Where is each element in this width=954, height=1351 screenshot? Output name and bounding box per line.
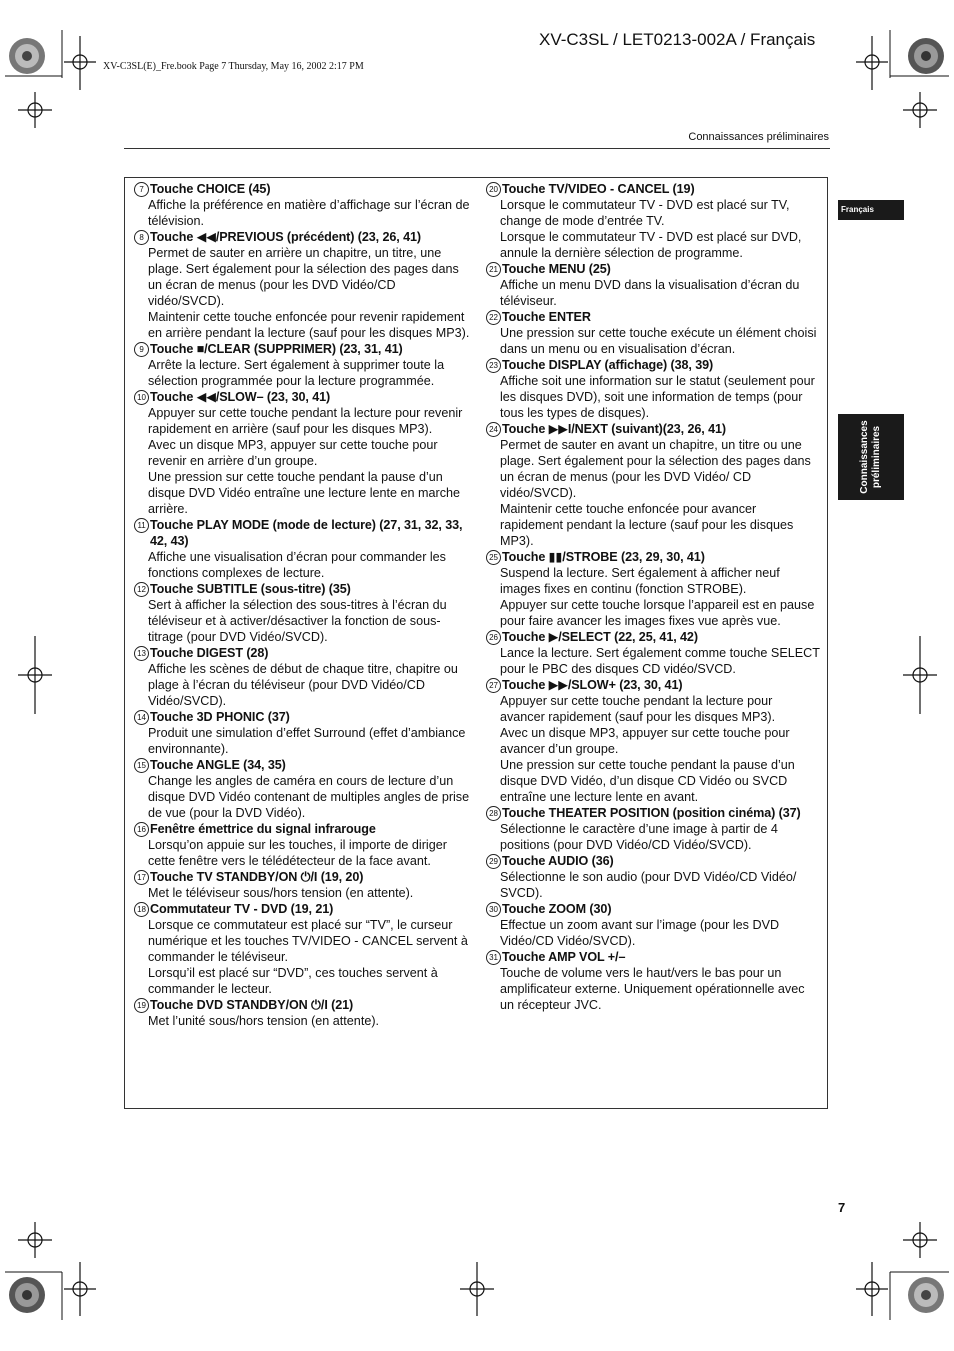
item-body bbox=[486, 869, 820, 901]
item-body bbox=[134, 917, 470, 997]
item-paragraph: Affiche un menu DVD dans la visualisation d’écran du téléviseur. bbox=[500, 278, 800, 308]
item-number-badge: 7 bbox=[134, 182, 149, 197]
list-item bbox=[486, 421, 820, 549]
item-body bbox=[486, 277, 820, 309]
item-body bbox=[486, 437, 820, 549]
item-number-badge: 25 bbox=[486, 550, 501, 565]
item-paragraph: Lorsque ce commutateur est placé sur “TV”, le curseur numérique et les touches TV/VIDEO - CANCEL servent à commander le téléviseur. bbox=[148, 918, 468, 964]
item-title-text: Touche 3D PHONIC (37) bbox=[150, 710, 290, 724]
item-paragraph: Sert à afficher la sélection des sous-titres à l’écran du téléviseur et à activer/désactiver la fonction de sous-titrage (pour DVD Vidéo/SVCD). bbox=[148, 598, 447, 644]
item-number-badge: 27 bbox=[486, 678, 501, 693]
registration-rosette-icon bbox=[9, 1277, 45, 1313]
list-item bbox=[134, 869, 470, 901]
list-item bbox=[486, 629, 820, 677]
list-item bbox=[134, 341, 470, 389]
item-title bbox=[134, 229, 470, 245]
item-body bbox=[134, 661, 470, 709]
list-item bbox=[486, 357, 820, 421]
item-title bbox=[134, 709, 470, 725]
item-title-text: Touche PLAY MODE (mode de lecture) (27, 31, 32, 33, 42, 43) bbox=[150, 518, 463, 548]
item-paragraph: Met l’unité sous/hors tension (en attente). bbox=[148, 1014, 380, 1028]
item-paragraph: Arrête la lecture. Sert également à supprimer toute la sélection programmée pour la lecture programmée. bbox=[148, 358, 445, 388]
item-paragraph: Suspend la lecture. Sert également à afficher neuf images fixes en continu (fonction STROBE). bbox=[500, 566, 780, 596]
item-title bbox=[486, 853, 820, 869]
registration-rosette-icon bbox=[9, 38, 45, 74]
list-item bbox=[486, 901, 820, 949]
item-number-badge: 30 bbox=[486, 902, 501, 917]
item-body bbox=[134, 725, 470, 757]
item-title-text: Touche ANGLE (34, 35) bbox=[150, 758, 286, 772]
item-title bbox=[486, 901, 820, 917]
item-title-text: Touche DISPLAY (affichage) (38, 39) bbox=[502, 358, 714, 372]
item-title-text: Touche ENTER bbox=[502, 310, 591, 324]
item-number-badge: 16 bbox=[134, 822, 149, 837]
language-tab: Français bbox=[838, 200, 904, 220]
item-paragraph: Affiche la préférence en matière d’affichage sur l’écran de télévision. bbox=[148, 198, 470, 228]
item-title bbox=[486, 677, 820, 693]
item-body bbox=[134, 1013, 470, 1029]
item-title bbox=[134, 517, 470, 549]
item-title bbox=[134, 869, 470, 885]
item-body bbox=[486, 325, 820, 357]
list-item bbox=[486, 805, 820, 853]
item-title bbox=[486, 629, 820, 645]
list-item bbox=[134, 389, 470, 517]
item-body bbox=[486, 917, 820, 949]
item-title bbox=[486, 181, 820, 197]
page-number: 7 bbox=[838, 1200, 846, 1215]
item-title-text: Touche ◀◀/PREVIOUS (précédent) (23, 26, 41) bbox=[150, 230, 421, 244]
item-title bbox=[134, 645, 470, 661]
item-body bbox=[134, 405, 470, 517]
section-tab bbox=[838, 414, 904, 500]
book-page-info: XV-C3SL(E)_Fre.book Page 7 Thursday, May 16, 2002 2:17 PM bbox=[103, 61, 364, 72]
item-number-badge: 20 bbox=[486, 182, 501, 197]
item-paragraph: Affiche une visualisation d’écran pour commander les fonctions complexes de lecture. bbox=[148, 550, 446, 580]
item-body bbox=[486, 965, 820, 1013]
item-paragraph: Appuyer sur cette touche lorsque l’appareil est en pause pour faire avancer les images fixes vue après vue. bbox=[500, 598, 815, 628]
item-title bbox=[486, 805, 820, 821]
running-head: Connaissances préliminaires bbox=[688, 131, 829, 143]
item-title-text: Touche DIGEST (28) bbox=[150, 646, 269, 660]
item-body bbox=[486, 693, 820, 805]
item-number-badge: 22 bbox=[486, 310, 501, 325]
item-paragraph: Affiche soit une information sur le statut (seulement pour les disques DVD), soit une information de temps (pour tous les types de disques). bbox=[500, 374, 815, 420]
item-title-text: Touche ZOOM (30) bbox=[502, 902, 612, 916]
item-title-text: Touche TV/VIDEO - CANCEL (19) bbox=[502, 182, 695, 196]
item-number-badge: 10 bbox=[134, 390, 149, 405]
item-title bbox=[134, 341, 470, 357]
list-item bbox=[134, 517, 470, 581]
list-item bbox=[134, 645, 470, 709]
item-body bbox=[486, 197, 820, 261]
item-title-text: Touche THEATER POSITION (position cinéma) (37) bbox=[502, 806, 801, 820]
item-number-badge: 14 bbox=[134, 710, 149, 725]
list-item bbox=[134, 757, 470, 821]
item-number-badge: 31 bbox=[486, 950, 501, 965]
item-paragraph: Une pression sur cette touche pendant la pause d’un disque DVD Vidéo, d’un disque CD Vidéo ou SVCD entraîne une lecture lente en avant. bbox=[500, 758, 795, 804]
list-item bbox=[486, 309, 820, 357]
item-body bbox=[486, 645, 820, 677]
item-paragraph: Avec un disque MP3, appuyer sur cette touche pour avancer d’un groupe. bbox=[500, 726, 790, 756]
list-item bbox=[486, 949, 820, 1013]
item-body bbox=[486, 821, 820, 853]
item-paragraph: Permet de sauter en avant un chapitre, un titre ou une plage. Sert également pour la sélection des pages dans un écran de menus (pour les DVD Vidéo/ CD vidéo/SVCD). bbox=[500, 438, 811, 500]
document-code: XV-C3SL / LET0213-002A / Français bbox=[539, 30, 816, 49]
item-title bbox=[486, 549, 820, 565]
item-paragraph: Lorsque le commutateur TV - DVD est placé sur TV, change de mode d’entrée TV. bbox=[500, 198, 790, 228]
list-item bbox=[134, 821, 470, 869]
list-item bbox=[134, 709, 470, 757]
item-number-badge: 11 bbox=[134, 518, 149, 533]
item-body bbox=[134, 885, 470, 901]
item-paragraph: Change les angles de caméra en cours de lecture d’un disque DVD Vidéo contenant de multiples angles de prise de vue (pour la DVD Vidéo). bbox=[148, 774, 470, 820]
item-number-badge: 17 bbox=[134, 870, 149, 885]
list-item bbox=[134, 901, 470, 997]
item-number-badge: 21 bbox=[486, 262, 501, 277]
item-body bbox=[134, 837, 470, 869]
item-paragraph: Touche de volume vers le haut/vers le bas pour un amplificateur externe. Uniquement opérationnelle avec un récepteur JVC. bbox=[500, 966, 805, 1012]
item-paragraph: Lorsqu’il est placé sur “DVD”, ces touches servent à commander le lecteur. bbox=[148, 966, 438, 996]
item-title bbox=[134, 389, 470, 405]
item-title-text: Fenêtre émettrice du signal infrarouge bbox=[150, 822, 376, 836]
item-title-text: Touche SUBTITLE (sous-titre) (35) bbox=[150, 582, 351, 596]
list-item bbox=[486, 677, 820, 805]
item-paragraph: Produit une simulation d’effet Surround (effet d’ambiance environnante). bbox=[148, 726, 466, 756]
left-column bbox=[134, 181, 470, 1029]
item-body bbox=[134, 197, 470, 229]
item-title-text: Touche ■/CLEAR (SUPPRIMER) (23, 31, 41) bbox=[150, 342, 403, 356]
item-number-badge: 12 bbox=[134, 582, 149, 597]
item-title-text: Touche ◀◀/SLOW– (23, 30, 41) bbox=[150, 390, 331, 404]
item-paragraph: Met le téléviseur sous/hors tension (en attente). bbox=[148, 886, 414, 900]
item-title-text: Touche ▶▶/SLOW+ (23, 30, 41) bbox=[502, 678, 683, 692]
item-paragraph: Affiche les scènes de début de chaque titre, chapitre ou plage à l’écran du téléviseur (pour DVD Vidéo/CD Vidéo/SVCD). bbox=[148, 662, 458, 708]
item-title-text: Touche ▶/SELECT (22, 25, 41, 42) bbox=[502, 630, 698, 644]
item-body bbox=[486, 565, 820, 629]
item-number-badge: 24 bbox=[486, 422, 501, 437]
item-title-text: Touche AUDIO (36) bbox=[502, 854, 614, 868]
item-paragraph: Permet de sauter en arrière un chapitre, un titre, une plage. Sert également pour la sélection des pages dans un écran de menus (pour les DVD Vidéo/CD vidéo/SVCD). bbox=[148, 246, 459, 308]
item-title-text: Touche CHOICE (45) bbox=[150, 182, 271, 196]
item-number-badge: 29 bbox=[486, 854, 501, 869]
item-paragraph: Sélectionne le caractère d’une image à partir de 4 positions (pour DVD Vidéo/CD Vidéo/SVCD). bbox=[500, 822, 778, 852]
item-title bbox=[486, 357, 820, 373]
list-item bbox=[486, 549, 820, 629]
item-paragraph: Effectue un zoom avant sur l’image (pour les DVD Vidéo/CD Vidéo/SVCD). bbox=[500, 918, 780, 948]
item-number-badge: 19 bbox=[134, 998, 149, 1013]
item-paragraph: Sélectionne le son audio (pour DVD Vidéo/CD Vidéo/ SVCD). bbox=[500, 870, 797, 900]
item-number-badge: 8 bbox=[134, 230, 149, 245]
list-item bbox=[134, 581, 470, 645]
item-paragraph: Avec un disque MP3, appuyer sur cette touche pour revenir en arrière d’un groupe. bbox=[148, 438, 438, 468]
list-item bbox=[134, 997, 470, 1029]
item-paragraph: Une pression sur cette touche pendant la pause d’un disque DVD Vidéo entraîne une lecture lente en marche arrière. bbox=[148, 470, 461, 516]
list-item bbox=[134, 229, 470, 341]
list-item bbox=[486, 181, 820, 261]
item-title-text: Touche ▮▮/STROBE (23, 29, 30, 41) bbox=[502, 550, 705, 564]
item-number-badge: 28 bbox=[486, 806, 501, 821]
item-body bbox=[134, 357, 470, 389]
item-number-badge: 23 bbox=[486, 358, 501, 373]
list-item bbox=[134, 181, 470, 229]
item-body bbox=[134, 549, 470, 581]
item-body bbox=[134, 245, 470, 341]
item-paragraph: Une pression sur cette touche exécute un élément choisi dans un menu ou en visualisation d’écran. bbox=[500, 326, 817, 356]
item-title bbox=[134, 757, 470, 773]
item-title bbox=[134, 821, 470, 837]
item-paragraph: Lance la lecture. Sert également comme touche SELECT pour le PBC des disques CD vidéo/SVCD. bbox=[500, 646, 820, 676]
item-number-badge: 18 bbox=[134, 902, 149, 917]
item-title bbox=[134, 997, 470, 1013]
item-number-badge: 13 bbox=[134, 646, 149, 661]
list-item bbox=[486, 853, 820, 901]
item-body bbox=[134, 597, 470, 645]
item-title bbox=[134, 581, 470, 597]
item-title-text: Touche AMP VOL +/– bbox=[502, 950, 626, 964]
registration-rosette-icon bbox=[908, 38, 944, 74]
item-title bbox=[486, 309, 820, 325]
item-paragraph: Appuyer sur cette touche pendant la lecture pour revenir rapidement en arrière (sauf pour les disques MP3). bbox=[148, 406, 463, 436]
item-title bbox=[134, 901, 470, 917]
right-column bbox=[486, 181, 820, 1013]
item-body bbox=[486, 373, 820, 421]
item-paragraph: Appuyer sur cette touche pendant la lecture pour avancer rapidement (sauf pour les disques MP3). bbox=[500, 694, 776, 724]
item-paragraph: Lorsqu’on appuie sur les touches, il importe de diriger cette fenêtre vers le télédétecteur de la face avant. bbox=[148, 838, 447, 868]
section-tab-label: Connaissances préliminaires bbox=[859, 420, 882, 494]
registration-rosette-icon bbox=[908, 1277, 944, 1313]
item-title-text: Touche MENU (25) bbox=[502, 262, 611, 276]
header-rule bbox=[124, 148, 830, 149]
item-title bbox=[486, 261, 820, 277]
list-item bbox=[486, 261, 820, 309]
item-title-text: Commutateur TV - DVD (19, 21) bbox=[150, 902, 334, 916]
item-title-text: Touche DVD STANDBY/ON ⏻/I (21) bbox=[150, 998, 354, 1012]
item-title bbox=[486, 421, 820, 437]
item-paragraph: Lorsque le commutateur TV - DVD est placé sur DVD, annule la dernière sélection de programme. bbox=[500, 230, 802, 260]
item-paragraph: Maintenir cette touche enfoncée pour revenir rapidement en arrière pendant la lecture (sauf pour les disques MP3). bbox=[148, 310, 470, 340]
item-title-text: Touche TV STANDBY/ON ⏻/I (19, 20) bbox=[150, 870, 364, 884]
item-title bbox=[134, 181, 470, 197]
item-number-badge: 9 bbox=[134, 342, 149, 357]
item-paragraph: Maintenir cette touche enfoncée pour avancer rapidement pendant la lecture (sauf pour les disques MP3). bbox=[500, 502, 794, 548]
item-body bbox=[134, 773, 470, 821]
item-title bbox=[486, 949, 820, 965]
item-number-badge: 15 bbox=[134, 758, 149, 773]
item-title-text: Touche ▶▶I/NEXT (suivant)(23, 26, 41) bbox=[502, 422, 726, 436]
item-number-badge: 26 bbox=[486, 630, 501, 645]
